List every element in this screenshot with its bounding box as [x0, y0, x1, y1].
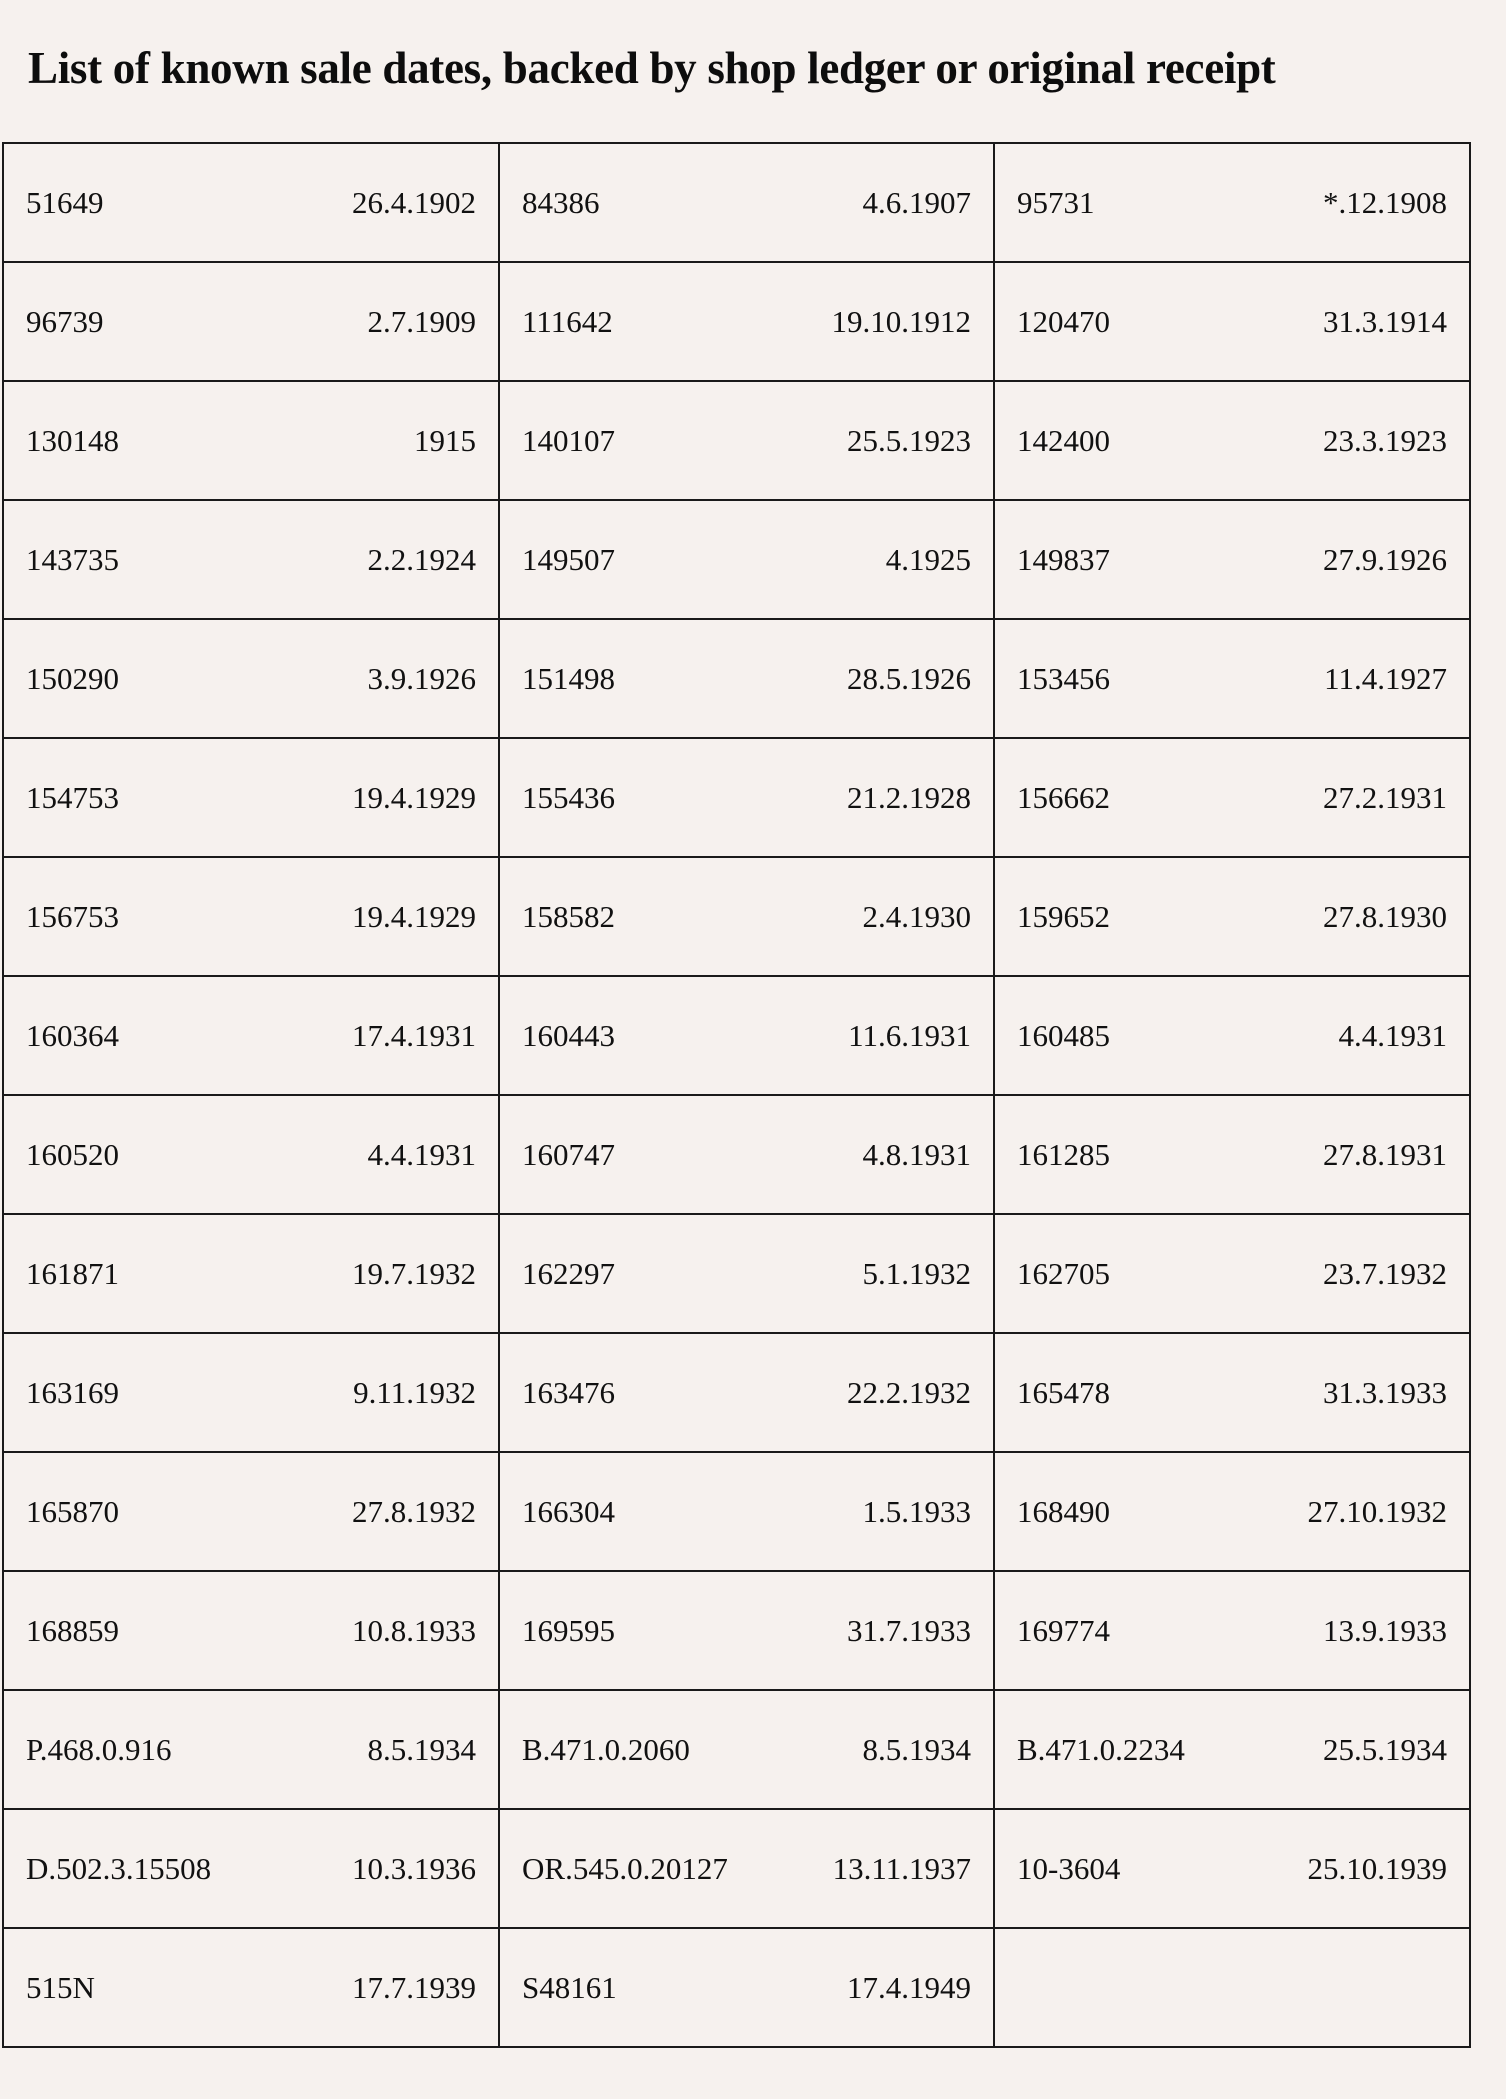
table-cell [499, 1571, 994, 1690]
table-cell [499, 1928, 994, 2047]
frame-number: 168859 [26, 1612, 119, 1648]
frame-number: 142400 [1017, 422, 1110, 458]
sale-date: 27.8.1932 [352, 1493, 476, 1529]
table-cell [3, 1452, 499, 1571]
frame-number: 51649 [26, 184, 104, 220]
table-cell [994, 1809, 1470, 1928]
frame-number: 153456 [1017, 660, 1110, 696]
sale-date: 17.7.1939 [352, 1969, 476, 2005]
sale-date: 31.3.1914 [1323, 303, 1447, 339]
sale-date: 27.9.1926 [1323, 541, 1447, 577]
cell-entry [522, 1970, 971, 2006]
table-cell [994, 738, 1470, 857]
frame-number: 140107 [522, 422, 615, 458]
cell-entry [1017, 304, 1447, 340]
sale-date: 13.9.1933 [1323, 1612, 1447, 1648]
frame-number: 130148 [26, 422, 119, 458]
table-cell [3, 1214, 499, 1333]
table-cell [3, 976, 499, 1095]
table-cell [3, 1928, 499, 2047]
table-cell [499, 1333, 994, 1452]
sale-date: 5.1.1932 [862, 1255, 971, 1291]
table-cell [499, 1809, 994, 1928]
sale-date: 10.8.1933 [352, 1612, 476, 1648]
frame-number: 10-3604 [1017, 1850, 1121, 1886]
cell-entry [522, 1375, 971, 1411]
frame-number: 169774 [1017, 1612, 1110, 1648]
sale-date: 23.7.1932 [1323, 1255, 1447, 1291]
frame-number: 515N [26, 1969, 95, 2005]
frame-number: B.471.0.2234 [1017, 1731, 1185, 1767]
frame-number: 162705 [1017, 1255, 1110, 1291]
frame-number: 156753 [26, 898, 119, 934]
sale-date: 1.5.1933 [862, 1493, 971, 1529]
frame-number: 95731 [1017, 184, 1095, 220]
cell-entry [522, 661, 971, 697]
frame-number: 163169 [26, 1374, 119, 1410]
table-cell [499, 1214, 994, 1333]
frame-number: 150290 [26, 660, 119, 696]
table-cell [994, 1690, 1470, 1809]
sale-date: 26.4.1902 [352, 184, 476, 220]
frame-number: 154753 [26, 779, 119, 815]
frame-number: P.468.0.916 [26, 1731, 172, 1767]
cell-entry [1017, 899, 1447, 935]
sale-date: 9.11.1932 [353, 1374, 476, 1410]
cell-entry [26, 1256, 476, 1292]
sale-date: 1915 [414, 422, 476, 458]
sale-date: 2.2.1924 [367, 541, 476, 577]
cell-entry [26, 304, 476, 340]
frame-number: 155436 [522, 779, 615, 815]
table-cell [499, 1452, 994, 1571]
frame-number: 161871 [26, 1255, 119, 1291]
table-cell [499, 143, 994, 262]
cell-entry [1017, 185, 1447, 221]
cell-entry [522, 1018, 971, 1054]
table-row [3, 619, 1470, 738]
table-cell [3, 857, 499, 976]
frame-number: 120470 [1017, 303, 1110, 339]
table-row [3, 1690, 1470, 1809]
cell-entry [1017, 1375, 1447, 1411]
sale-date: 4.6.1907 [862, 184, 971, 220]
table-cell [994, 1452, 1470, 1571]
sale-dates-table [2, 142, 1471, 2048]
table-row [3, 262, 1470, 381]
sale-date: 17.4.1931 [352, 1017, 476, 1053]
frame-number: 169595 [522, 1612, 615, 1648]
table-cell [499, 619, 994, 738]
table-row [3, 1452, 1470, 1571]
table-cell [3, 143, 499, 262]
cell-entry [26, 423, 476, 459]
frame-number: 149507 [522, 541, 615, 577]
frame-number: 111642 [522, 303, 613, 339]
sale-date: 4.8.1931 [862, 1136, 971, 1172]
cell-entry [26, 1851, 476, 1887]
frame-number: 96739 [26, 303, 104, 339]
sale-date: 4.1925 [885, 541, 971, 577]
sale-date: 19.4.1929 [352, 898, 476, 934]
table-row [3, 381, 1470, 500]
sale-date: 22.2.1932 [847, 1374, 971, 1410]
sale-date: 8.5.1934 [862, 1731, 971, 1767]
frame-number: 160443 [522, 1017, 615, 1053]
cell-entry [522, 899, 971, 935]
cell-entry [1017, 542, 1447, 578]
frame-number: S48161 [522, 1969, 617, 2005]
frame-number: D.502.3.15508 [26, 1850, 212, 1886]
cell-entry [1017, 780, 1447, 816]
table-cell [3, 1809, 499, 1928]
table-cell [3, 619, 499, 738]
table-row [3, 857, 1470, 976]
table-row [3, 1214, 1470, 1333]
cell-entry [1017, 1018, 1447, 1054]
table-cell [3, 500, 499, 619]
sale-date: 4.4.1931 [367, 1136, 476, 1172]
frame-number: 165870 [26, 1493, 119, 1529]
table-cell [994, 619, 1470, 738]
cell-entry [1017, 1732, 1447, 1768]
cell-entry [522, 1137, 971, 1173]
frame-number: B.471.0.2060 [522, 1731, 690, 1767]
sale-date: 11.4.1927 [1324, 660, 1447, 696]
cell-entry [26, 780, 476, 816]
table-cell [994, 143, 1470, 262]
sale-date: 23.3.1923 [1323, 422, 1447, 458]
sale-date: 25.10.1939 [1307, 1850, 1447, 1886]
cell-entry [1017, 661, 1447, 697]
cell-entry [26, 1375, 476, 1411]
cell-entry [522, 542, 971, 578]
sale-date: *.12.1908 [1323, 184, 1447, 220]
frame-number: 160520 [26, 1136, 119, 1172]
table-cell [994, 857, 1470, 976]
cell-entry [26, 1137, 476, 1173]
table-cell [994, 1571, 1470, 1690]
cell-entry [1017, 1494, 1447, 1530]
cell-entry [26, 185, 476, 221]
cell-entry [26, 542, 476, 578]
table-row [3, 1809, 1470, 1928]
frame-number: 163476 [522, 1374, 615, 1410]
table-cell [3, 1095, 499, 1214]
sale-date: 27.10.1932 [1307, 1493, 1447, 1529]
table-cell [499, 857, 994, 976]
frame-number: 162297 [522, 1255, 615, 1291]
cell-entry [26, 661, 476, 697]
sale-date: 19.7.1932 [352, 1255, 476, 1291]
table-cell [994, 1333, 1470, 1452]
table-cell [499, 1095, 994, 1214]
cell-entry [522, 185, 971, 221]
sale-date: 19.10.1912 [831, 303, 971, 339]
table-row [3, 143, 1470, 262]
table-cell [3, 381, 499, 500]
cell-entry [522, 423, 971, 459]
sale-date: 31.7.1933 [847, 1612, 971, 1648]
table-cell [3, 1571, 499, 1690]
table-row [3, 1928, 1470, 2047]
sale-date: 21.2.1928 [847, 779, 971, 815]
table-cell [994, 381, 1470, 500]
cell-entry [26, 1494, 476, 1530]
cell-entry [26, 899, 476, 935]
sale-date: 27.2.1931 [1323, 779, 1447, 815]
sale-date: 2.7.1909 [367, 303, 476, 339]
table-cell [994, 262, 1470, 381]
frame-number: 160485 [1017, 1017, 1110, 1053]
table-cell [3, 738, 499, 857]
sale-date: 13.11.1937 [832, 1850, 971, 1886]
table-cell [499, 976, 994, 1095]
cell-entry [1017, 1851, 1447, 1887]
frame-number: 143735 [26, 541, 119, 577]
sale-date: 2.4.1930 [862, 898, 971, 934]
cell-entry [1017, 1256, 1447, 1292]
sale-date: 17.4.1949 [847, 1969, 971, 2005]
cell-entry [522, 304, 971, 340]
sale-date: 25.5.1934 [1323, 1731, 1447, 1767]
frame-number: 84386 [522, 184, 600, 220]
frame-number: 149837 [1017, 541, 1110, 577]
table-cell [994, 1214, 1470, 1333]
frame-number: 151498 [522, 660, 615, 696]
table-cell [499, 738, 994, 857]
table-cell [994, 500, 1470, 619]
sale-date: 27.8.1930 [1323, 898, 1447, 934]
page-title: List of known sale dates, backed by shop ledger or original receipt [28, 43, 1276, 93]
sale-date: 4.4.1931 [1338, 1017, 1447, 1053]
cell-entry [26, 1732, 476, 1768]
cell-entry [522, 1613, 971, 1649]
frame-number: 161285 [1017, 1136, 1110, 1172]
frame-number: 160747 [522, 1136, 615, 1172]
cell-entry [1017, 1137, 1447, 1173]
table-cell [994, 1095, 1470, 1214]
cell-entry [522, 1256, 971, 1292]
sale-date: 10.3.1936 [352, 1850, 476, 1886]
sale-date: 11.6.1931 [848, 1017, 971, 1053]
cell-entry [522, 780, 971, 816]
cell-entry [26, 1970, 476, 2006]
sale-date: 19.4.1929 [352, 779, 476, 815]
table-row [3, 500, 1470, 619]
table-row [3, 1571, 1470, 1690]
table-row [3, 976, 1470, 1095]
cell-entry [1017, 1613, 1447, 1649]
cell-entry [522, 1494, 971, 1530]
table-cell [3, 1333, 499, 1452]
sale-date: 8.5.1934 [367, 1731, 476, 1767]
frame-number: 168490 [1017, 1493, 1110, 1529]
sale-date: 25.5.1923 [847, 422, 971, 458]
frame-number: 159652 [1017, 898, 1110, 934]
frame-number: 160364 [26, 1017, 119, 1053]
frame-number: 166304 [522, 1493, 615, 1529]
table-cell [994, 976, 1470, 1095]
table-cell [499, 381, 994, 500]
table-row [3, 1333, 1470, 1452]
table-row [3, 1095, 1470, 1214]
frame-number: 165478 [1017, 1374, 1110, 1410]
cell-entry [1017, 423, 1447, 459]
cell-entry [522, 1732, 971, 1768]
table-row [3, 738, 1470, 857]
table-cell [499, 1690, 994, 1809]
sale-date: 31.3.1933 [1323, 1374, 1447, 1410]
sale-date: 27.8.1931 [1323, 1136, 1447, 1172]
frame-number: 158582 [522, 898, 615, 934]
cell-entry [26, 1018, 476, 1054]
frame-number: 156662 [1017, 779, 1110, 815]
table-cell [994, 1928, 1470, 2047]
sale-dates-table-body [3, 143, 1470, 2047]
table-cell [3, 1690, 499, 1809]
sale-date: 3.9.1926 [367, 660, 476, 696]
cell-entry [26, 1613, 476, 1649]
table-cell [499, 262, 994, 381]
frame-number: OR.545.0.20127 [522, 1850, 728, 1886]
sale-date: 28.5.1926 [847, 660, 971, 696]
table-cell [499, 500, 994, 619]
cell-entry [522, 1851, 971, 1887]
table-cell [3, 262, 499, 381]
